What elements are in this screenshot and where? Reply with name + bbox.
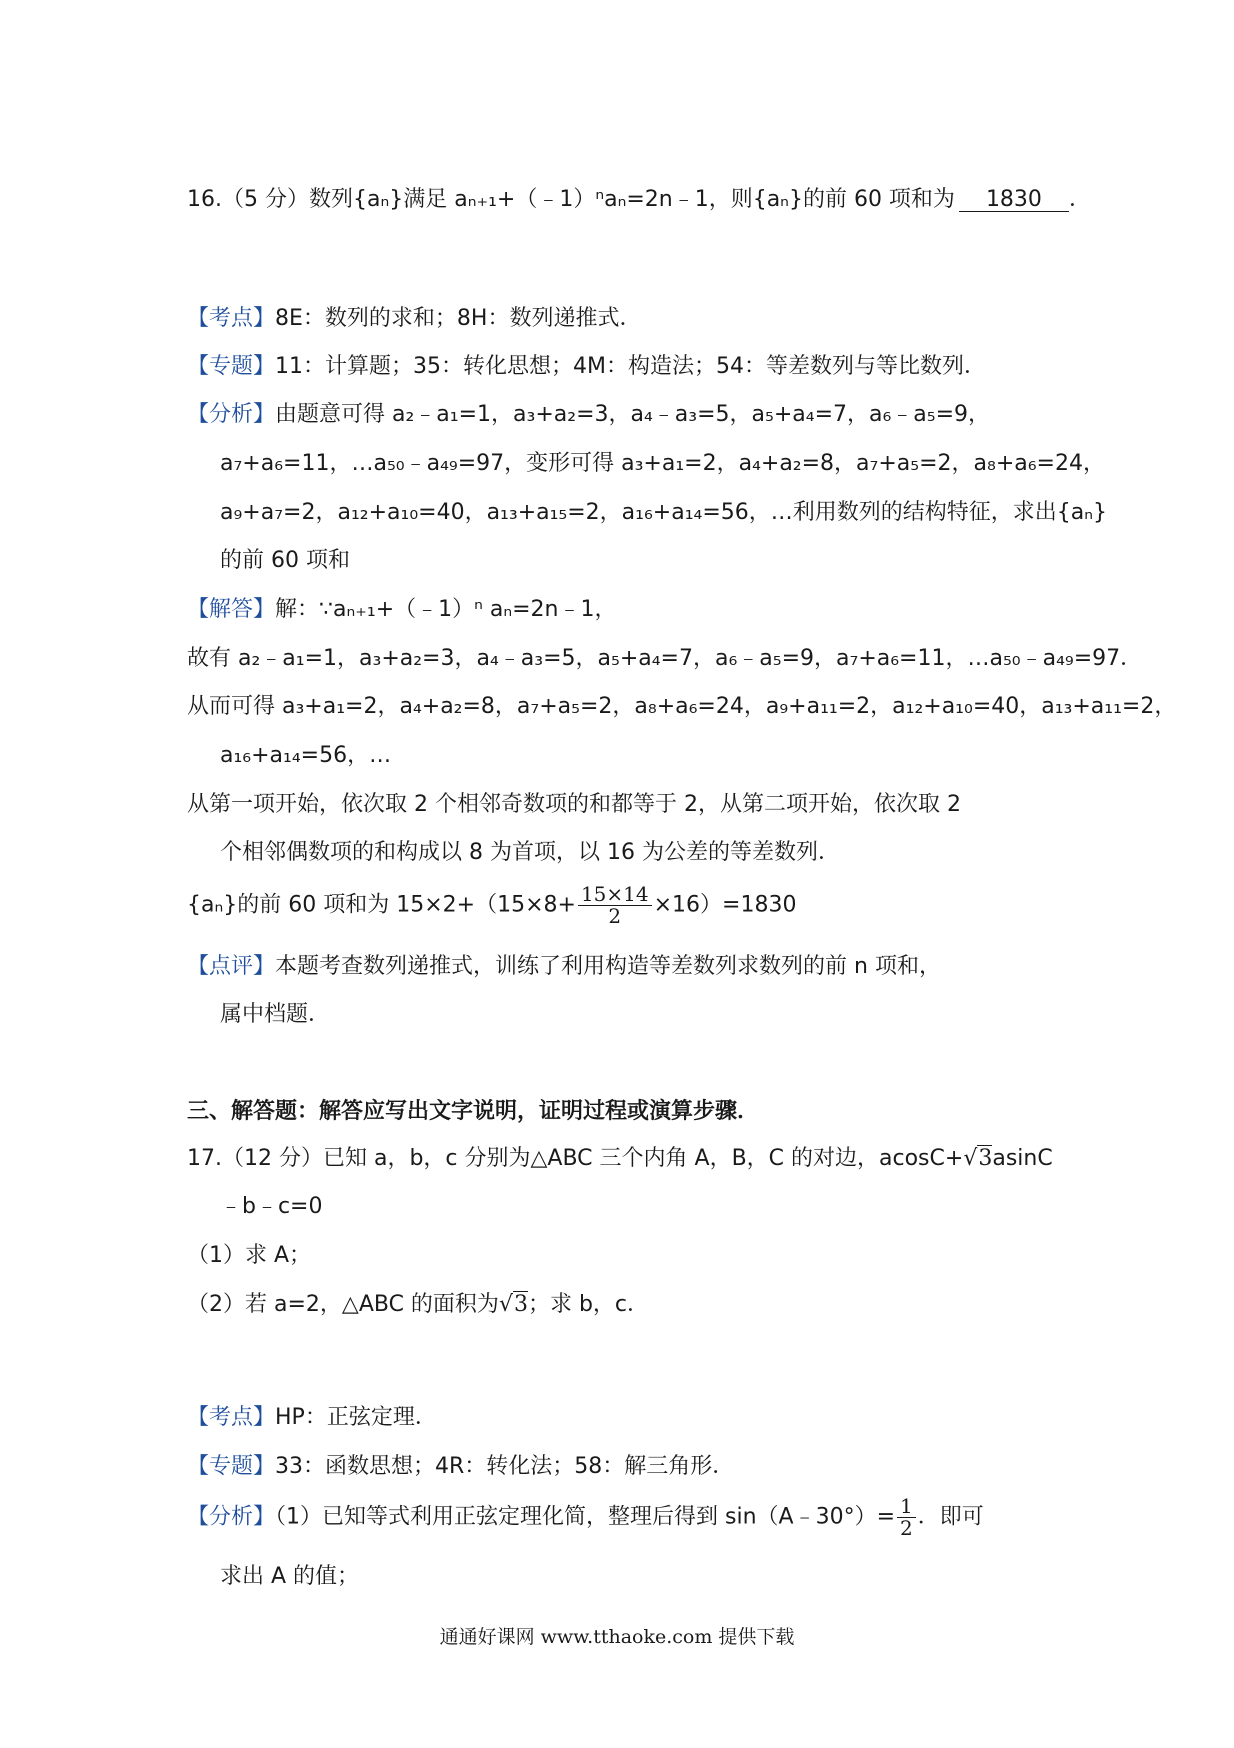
q16-answer: 1830 xyxy=(959,188,1069,212)
q17-fenxi-line1 xyxy=(187,1496,984,1539)
sqrt3-symbol xyxy=(963,1145,992,1171)
kaodian-tag: 【考点】 xyxy=(187,306,276,331)
q16-text: 16.（5 分）数列{aₙ}满足 aₙ₊₁+（﹣1）ⁿaₙ=2n﹣1，则{aₙ}的前 60 项和为 xyxy=(187,187,955,212)
half-den: 2 xyxy=(900,1516,913,1540)
half-num: 1 xyxy=(897,1496,916,1518)
q17-fenxi-line2: 求出 A 的值； xyxy=(220,1564,360,1589)
q16-zhuanti xyxy=(187,354,986,380)
sum-fraction xyxy=(578,884,652,927)
q16-jieda-line6: 个相邻偶数项的和构成以 8 为首项，以 16 为公差的等差数列． xyxy=(220,840,840,865)
radical-sign-2: √ xyxy=(498,1292,513,1317)
q17-text-pre: 17.（12 分）已知 a，b，c 分别为△ABC 三个内角 A，B，C 的对边，acosC+ xyxy=(187,1146,964,1171)
radicand-2: 3 xyxy=(513,1292,528,1317)
q16-fenxi-line2: a₇+a₆=11，…a₅₀﹣a₄₉=97，变形可得 a₃+a₁=2，a₄+a₂=8，a₇+a₅=2，a₈+a₆=24， xyxy=(220,451,1105,476)
q16-jieda-line2: 故有 a₂﹣a₁=1，a₃+a₂=3，a₄﹣a₃=5，a₅+a₄=7，a₆﹣a₅=9，a₇+a₆=11，…a₅₀﹣a₄₉=97． xyxy=(187,646,1143,671)
q16-fenxi-line3: a₉+a₇=2，a₁₂+a₁₀=40，a₁₃+a₁₅=2，a₁₆+a₁₄=56，…利用数列的结构特征，求出{aₙ} xyxy=(220,500,1108,525)
q17-part2-post: ；求 b，c． xyxy=(527,1292,650,1317)
q17-part2-pre: （2）若 a=2，△ABC 的面积为 xyxy=(187,1292,499,1317)
radicand: 3 xyxy=(978,1146,993,1171)
q17-fenxi-tag: 【分析】 xyxy=(187,1504,276,1530)
half-fraction xyxy=(897,1496,916,1539)
q16-line xyxy=(187,187,1091,213)
q16-dianping-line2: 属中档题． xyxy=(220,1002,331,1027)
q16-jieda-line3: 从而可得 a₃+a₁=2，a₄+a₂=8，a₇+a₅=2，a₈+a₆=24，a₉+a₁₁=2，a₁₂+a₁₀=40，a₁₃+a₁₁=2， xyxy=(187,694,1177,719)
q17-kaodian xyxy=(187,1405,437,1431)
q16-jieda-line4: a₁₆+a₁₄=56，… xyxy=(220,743,392,768)
q16-jieda-line5: 从第一项开始，依次取 2 个相邻奇数项的和都等于 2，从第二项开始，依次取 2 xyxy=(187,792,961,817)
dianping-tag: 【点评】 xyxy=(187,954,276,979)
q16-jieda-line1 xyxy=(187,597,617,623)
q17-part1: （1）求 A； xyxy=(187,1243,312,1268)
section-heading: 三、解答题：解答应写出文字说明，证明过程或演算步骤． xyxy=(187,1098,760,1124)
fenxi-tag: 【分析】 xyxy=(187,402,276,427)
q17-zhuanti-tag: 【专题】 xyxy=(187,1454,276,1479)
sqrt3-symbol-2 xyxy=(499,1291,528,1317)
sum-frac-den: 2 xyxy=(608,904,622,928)
q17-zhuanti xyxy=(187,1454,734,1480)
q17-text-post: asinC xyxy=(992,1146,1053,1171)
sum-frac-num: 15×14 xyxy=(578,884,652,906)
jieda-tag: 【解答】 xyxy=(187,597,276,622)
q16-dianping-line1 xyxy=(187,954,941,980)
q16-fenxi-line4: 的前 60 项和 xyxy=(220,548,350,573)
q17-fenxi-post: ．即可 xyxy=(917,1504,984,1530)
q16-fenxi-line1 xyxy=(187,402,990,428)
radical-sign: √ xyxy=(963,1146,978,1171)
dianping-text-1: 本题考查数列递推式，训练了利用构造等差数列求数列的前 n 项和， xyxy=(275,954,941,979)
kaodian-text: 8E：数列的求和；8H：数列递推式． xyxy=(275,306,642,331)
q17-zhuanti-text: 33：函数思想；4R：转化法；58：解三角形． xyxy=(275,1454,735,1479)
q17-kaodian-text: HP：正弦定理． xyxy=(275,1405,437,1430)
page-footer: 通通好课网 www.tthaoke.com 提供下载 xyxy=(439,1626,795,1648)
zhuanti-text: 11：计算题；35：转化思想；4M：构造法；54：等差数列与等比数列． xyxy=(275,354,986,379)
jieda-text-1: 解：∵aₙ₊₁+（﹣1）ⁿ aₙ=2n﹣1， xyxy=(275,597,617,622)
q16-kaodian xyxy=(187,306,641,332)
q17-line2: ﹣b﹣c=0 xyxy=(220,1194,323,1219)
q16-end: ． xyxy=(1068,187,1091,212)
zhuanti-tag: 【专题】 xyxy=(187,354,276,379)
q17-line1 xyxy=(187,1146,1053,1172)
q17-kaodian-tag: 【考点】 xyxy=(187,1405,276,1430)
fenxi-text-1: 由题意可得 a₂﹣a₁=1，a₃+a₂=3，a₄﹣a₃=5，a₅+a₄=7，a₆﹣a₅=9， xyxy=(275,402,991,427)
q16-sum-line xyxy=(187,884,796,927)
q17-part2 xyxy=(187,1292,649,1318)
sum-post: ×16）=1830 xyxy=(653,892,797,918)
q17-fenxi-pre: （1）已知等式利用正弦定理化简，整理后得到 sin（A﹣30°）= xyxy=(275,1504,896,1530)
sum-pre: {aₙ}的前 60 项和为 15×2+（15×8+ xyxy=(187,892,576,918)
